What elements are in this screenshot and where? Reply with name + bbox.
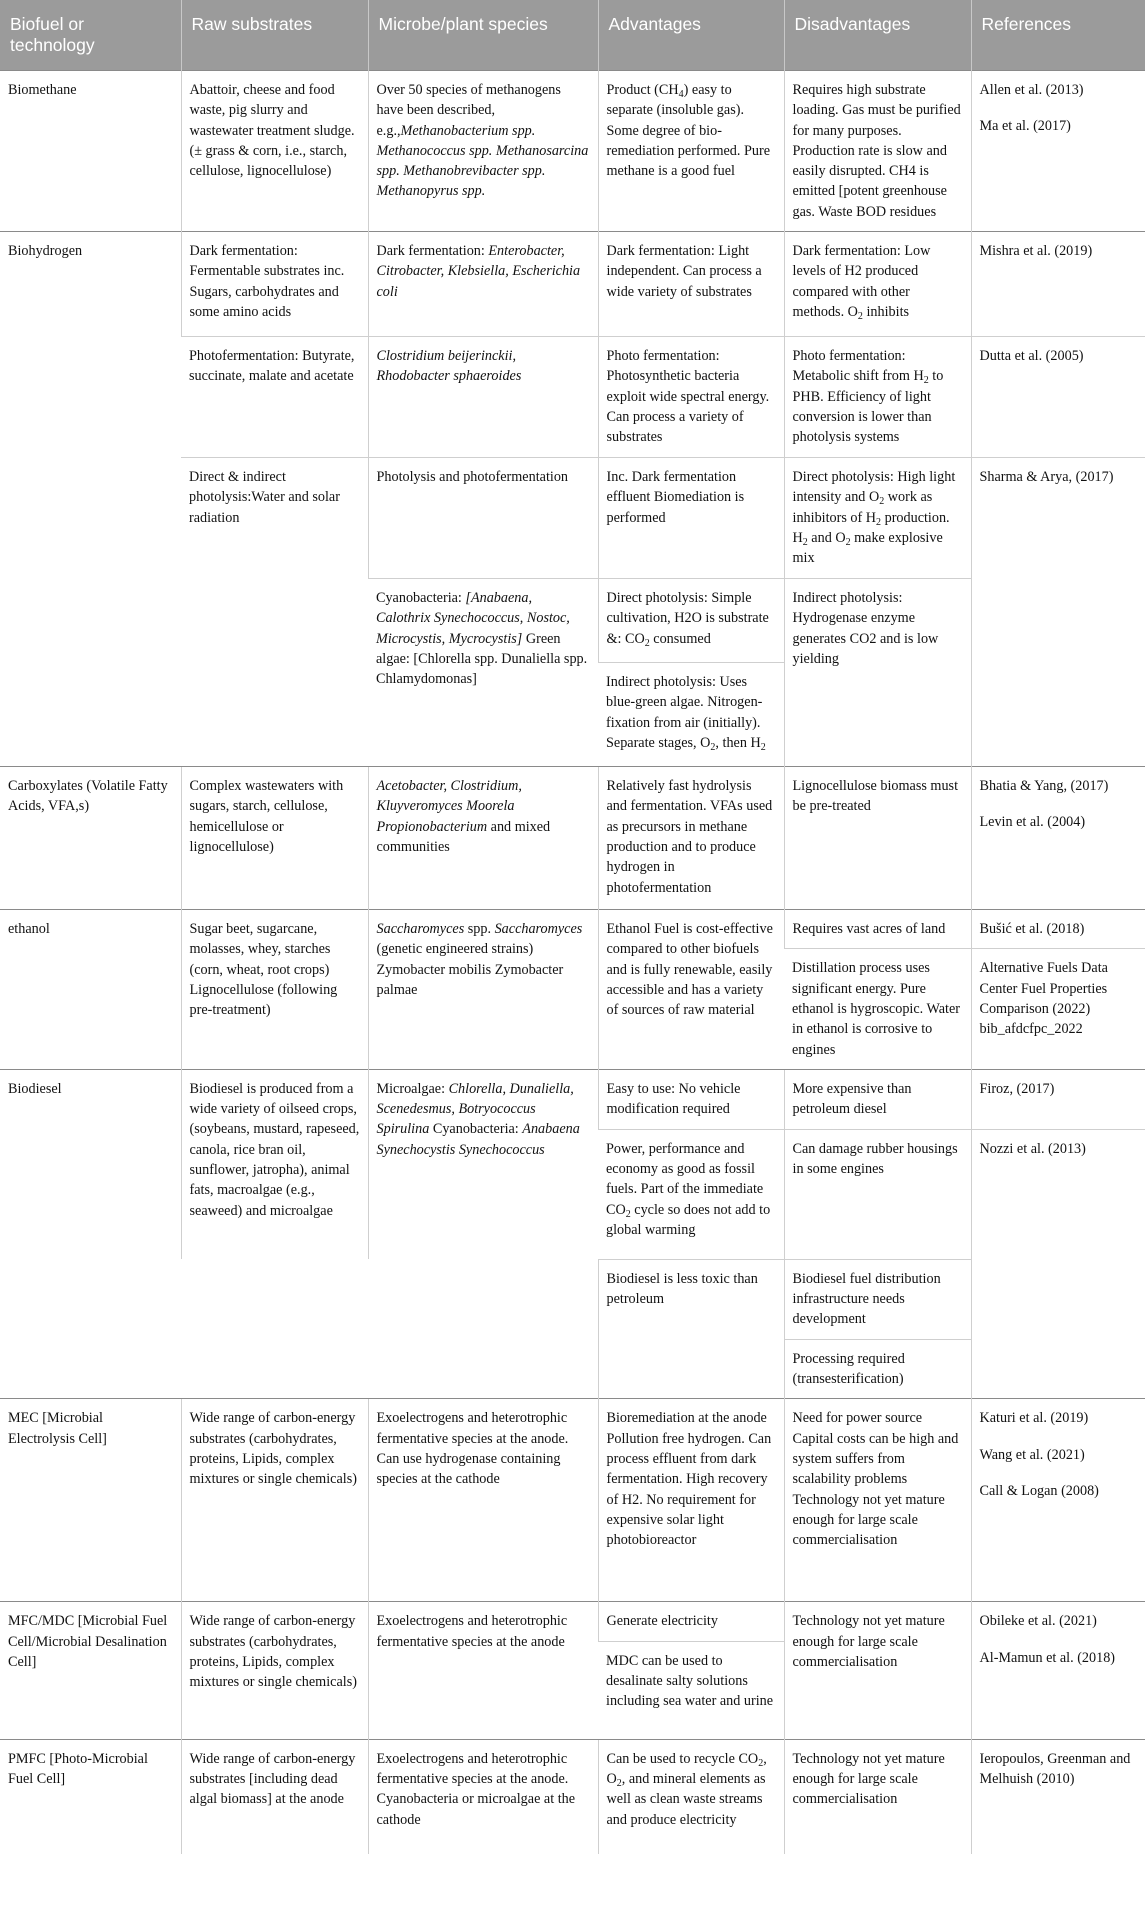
cell-disadvantages: More expensive than petroleum diesel: [784, 1069, 971, 1129]
spacer: [0, 1339, 598, 1399]
cell-advantages: Dark fermentation: Light independent. Can process a wide variety of substrates: [598, 232, 784, 337]
cell-substrates: Photofermentation: Butyrate, succinate, malate and acetate: [181, 337, 368, 458]
cell-references: [971, 71, 1145, 232]
cell-references: [971, 1602, 1145, 1739]
cell-references: [971, 767, 1145, 910]
table-row: [0, 1399, 1145, 1602]
reference: Ma et al. (2017): [979, 118, 1071, 135]
cell-advantages: Bioremediation at the anode Pollution free hydrogen. Can process effluent from dark fermentation. High recovery of H2. No requirement for expensive solar light photobioreactor: [598, 1399, 784, 1602]
cell-disadvantages: Indirect photolysis: Hydrogenase enzyme generates CO2 and is low yielding: [784, 579, 971, 767]
cell-substrates: Direct & indirect photolysis:Water and solar radiation: [181, 458, 368, 767]
cell-advantages: Ethanol Fuel is cost-effective compared to other biofuels and is fully renewable, easily accessible and has a variety of sources of raw material: [598, 910, 784, 1070]
header-disadvantages: Disadvantages: [784, 0, 971, 71]
cell-disadvantages: Lignocellulose biomass must be pre-treated: [784, 767, 971, 910]
spacer: [598, 1339, 784, 1399]
cell-technology: Carboxylates (Volatile Fatty Acids, VFA,s): [0, 767, 181, 910]
cell-technology: Biodiesel: [0, 1069, 181, 1259]
reference: Al-Mamun et al. (2018): [979, 1649, 1116, 1666]
cell-technology: PMFC [Photo-Microbial Fuel Cell]: [0, 1739, 181, 1854]
cell-technology: ethanol: [0, 910, 181, 1070]
table-row: [0, 1069, 1145, 1129]
reference: Call & Logan (2008): [979, 1482, 1099, 1499]
cell-advantages: MDC can be used to desalinate salty solutions including sea water and urine: [598, 1641, 784, 1739]
cell-substrates: Abattoir, cheese and food waste, pig slurry and wastewater treatment sludge. (± grass & corn, i.e., starch, cellulose, lignocellulose): [181, 71, 368, 232]
cell-substrates: Sugar beet, sugarcane, molasses, whey, starches (corn, wheat, root crops) Lignocellulose (following pre-treatment): [181, 910, 368, 1070]
cell-disadvantages: Photo fermentation: Metabolic shift from $H_2$ to PHB. Efficiency of light conversion is lower than photolysis systems: [784, 337, 971, 458]
table-row: [0, 71, 1145, 232]
cell-advantages: Inc. Dark fermentation effluent Biomediation is performed: [598, 458, 784, 579]
cell-species: Dark fermentation: Enterobacter, Citrobacter, Klebsiella, Escherichia coli: [368, 232, 598, 337]
table-row: [0, 232, 1145, 337]
table-row: [0, 1602, 1145, 1641]
header-advantages: Advantages: [598, 0, 784, 71]
cell-disadvantages: Can damage rubber housings in some engines: [784, 1129, 971, 1259]
cell-disadvantages: Need for power source Capital costs can be high and system suffers from scalability problems Technology not yet mature enough for large scale commercialisation: [784, 1399, 971, 1602]
header-technology: Biofuel or technology: [0, 0, 181, 71]
cell-disadvantages: Dark fermentation: Low levels of H2 produced compared with other methods. $O_2$ inhibits: [784, 232, 971, 337]
cell-references: Alternative Fuels Data Center Fuel Properties Comparison (2022) bib_afdcfpc_2022: [971, 949, 1145, 1069]
header-species: Microbe/plant species: [368, 0, 598, 71]
reference: Wang et al. (2021): [979, 1446, 1085, 1463]
table-row: [0, 767, 1145, 910]
cell-substrates: Wide range of carbon-energy substrates (carbohydrates, proteins, Lipids, complex mixtures or single chemicals): [181, 1399, 368, 1602]
cell-species: Clostridium beijerinckii, Rhodobacter sphaeroides: [368, 337, 598, 458]
cell-disadvantages: Biodiesel fuel distribution infrastructure needs development: [784, 1259, 971, 1339]
cell-advantages: Can be used to recycle $CO_2$, $O_2$, and mineral elements as well as clean waste streams and produce electricity: [598, 1739, 784, 1854]
table-row: [0, 1259, 1145, 1339]
cell-technology: Biohydrogen: [0, 232, 181, 767]
spacer: [971, 1339, 1145, 1399]
cell-species: Acetobacter, Clostridium, Kluyveromyces Moorela Propionobacterium and mixed communities: [368, 767, 598, 910]
cell-species: Saccharomyces spp. Saccharomyces (genetic engineered strains) Zymobacter mobilis Zymobacter palmae: [368, 910, 598, 1070]
cell-disadvantages: Direct photolysis: High light intensity and $O_2$ work as inhibitors of $H_2$ production. $H_2$ and $O_2$ make explosive mix: [784, 458, 971, 579]
cell-advantages: Product $(CH_4)$ easy to separate (insoluble gas). Some degree of bio-remediation performed. Pure methane is a good fuel: [598, 71, 784, 232]
reference: Obileke et al. (2021): [979, 1613, 1097, 1630]
reference: Bhatia & Yang, (2017): [979, 778, 1109, 795]
cell-references: Firoz, (2017): [971, 1069, 1145, 1129]
cell-substrates: Wide range of carbon-energy substrates [including dead algal biomass] at the anode: [181, 1739, 368, 1854]
cell-disadvantages: Distillation process uses significant energy. Pure ethanol is hygroscopic. Water in ethanol is corrosive to engines: [784, 949, 971, 1069]
spacer: [971, 1259, 1145, 1339]
reference: Allen et al. (2013): [979, 82, 1084, 98]
cell-substrates: Biodiesel is produced from a wide variety of oilseed crops, (soybeans, mustard, rapeseed, canola, rice bran oil, sunflower, jatropha), animal fats, macroalgae (e.g., seaweed) and microalgae: [181, 1069, 368, 1259]
cell-species: Microalgae: Chlorella, Dunaliella, Scenedesmus, Botryococcus Spirulina Cyanobacteria: Anabaena Synechocystis Synechococcus: [368, 1069, 598, 1259]
cell-species: Cyanobacteria: [Anabaena, Calothrix Synechococcus, Nostoc, Microcystis, Mycrocystis] Green algae: [Chlorella spp. Dunaliella spp. Chlamydomonas]: [368, 579, 598, 767]
cell-disadvantages: Technology not yet mature enough for large scale commercialisation: [784, 1602, 971, 1739]
cell-advantages: Generate electricity: [598, 1602, 784, 1641]
cell-references: Dutta et al. (2005): [971, 337, 1145, 458]
cell-substrates: Wide range of carbon-energy substrates (carbohydrates, proteins, Lipids, complex mixtures or single chemicals): [181, 1602, 368, 1739]
cell-species: Photolysis and photofermentation: [368, 458, 598, 579]
table-row: [0, 1339, 1145, 1399]
cell-references: Mishra et al. (2019): [971, 232, 1145, 337]
cell-advantages: Photo fermentation: Photosynthetic bacteria exploit wide spectral energy. Can process a variety of substrates: [598, 337, 784, 458]
header-raw-substrates: Raw substrates: [181, 0, 368, 71]
cell-disadvantages: Requires high substrate loading. Gas must be purified for many purposes. Production rate is slow and easily disrupted. CH4 is emitted [potent greenhouse gas. Waste BOD residues: [784, 71, 971, 232]
table-header-row: [0, 0, 1145, 71]
cell-references: Sharma & Arya, (2017): [971, 458, 1145, 767]
cell-species: Exoelectrogens and heterotrophic fermentative species at the anode. Can use hydrogenase containing species at the cathode: [368, 1399, 598, 1602]
cell-references: Bušić et al. (2018): [971, 910, 1145, 949]
cell-references: Nozzi et al. (2013): [971, 1129, 1145, 1259]
cell-technology: MFC/MDC [Microbial Fuel Cell/Microbial Desalination Cell]: [0, 1602, 181, 1739]
cell-disadvantages: Requires vast acres of land: [784, 910, 971, 949]
reference: Levin et al. (2004): [979, 814, 1086, 831]
spacer: [0, 1259, 598, 1339]
cell-advantages: Relatively fast hydrolysis and fermentation. VFAs used as precursors in methane production and to produce hydrogen in photofermentation: [598, 767, 784, 910]
cell-species: Over 50 species of methanogens have been described, e.g.,Methanobacterium spp. Methanococcus spp. Methanosarcina spp. Methanobrevibacter spp. Methanopyrus spp.: [368, 71, 598, 232]
cell-advantages: Power, performance and economy as good as fossil fuels. Part of the immediate $CO_2$ cycle so does not add to global warming: [598, 1129, 784, 1259]
cell-substrates: Complex wastewaters with sugars, starch, cellulose, hemicellulose or lignocellulose): [181, 767, 368, 910]
table-row: [0, 910, 1145, 949]
header-references: References: [971, 0, 1145, 71]
cell-disadvantages: Technology not yet mature enough for large scale commercialisation: [784, 1739, 971, 1854]
cell-substrates: Dark fermentation: Fermentable substrates inc. Sugars, carbohydrates and some amino acids: [181, 232, 368, 337]
cell-advantages: Biodiesel is less toxic than petroleum: [598, 1259, 784, 1339]
cell-advantages: Direct photolysis: Simple cultivation, H2O is substrate &: $CO_2$ consumed: [598, 579, 784, 663]
reference: Katuri et al. (2019): [979, 1410, 1089, 1427]
table-row: [0, 1739, 1145, 1854]
cell-technology: Biomethane: [0, 71, 181, 232]
cell-species: Exoelectrogens and heterotrophic fermentative species at the anode. Cyanobacteria or microalgae at the cathode: [368, 1739, 598, 1854]
cell-advantages: Indirect photolysis: Uses blue-green algae. Nitrogen-fixation from air (initially). Separate stages, $O_2$, then $H_2$: [598, 663, 784, 767]
cell-references: Ieropoulos, Greenman and Melhuish (2010): [971, 1739, 1145, 1854]
cell-species: Exoelectrogens and heterotrophic fermentative species at the anode: [368, 1602, 598, 1739]
cell-disadvantages: Processing required (transesterification): [784, 1339, 971, 1399]
cell-technology: MEC [Microbial Electrolysis Cell]: [0, 1399, 181, 1602]
cell-references: [971, 1399, 1145, 1602]
cell-advantages: Easy to use: No vehicle modification required: [598, 1069, 784, 1129]
